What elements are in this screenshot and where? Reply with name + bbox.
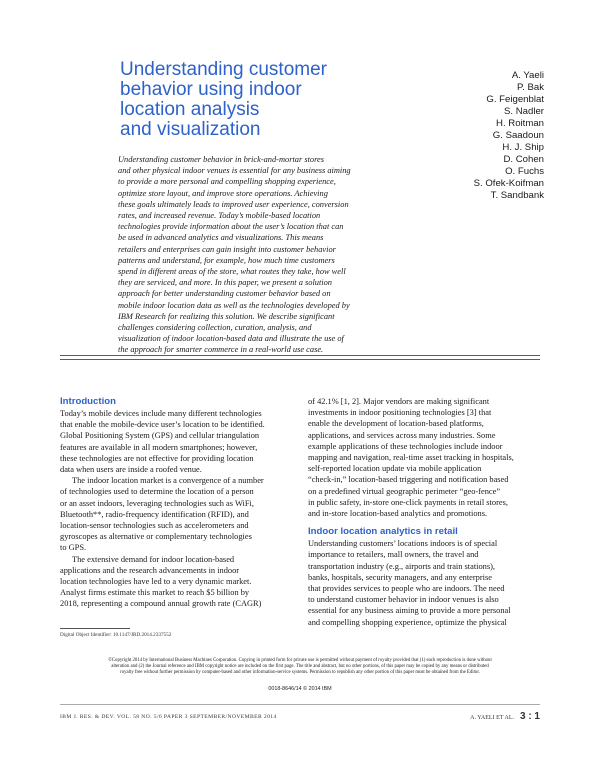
abstract-line: Understanding customer behavior in brick-and-mortar stores [118,155,325,164]
intro-paragraph-2 [60,475,295,553]
paper-title [120,60,380,140]
author-name: H. Roitman [496,118,544,129]
abstract-line: rates, and increased revenue. Today’s mobile-based location [118,211,321,221]
author-name: D. Cohen [503,154,544,165]
abstract-line: optimize store layout, and improve store operations. Achieving [118,188,328,198]
author-name: S. Ofek-Koifman [473,178,544,189]
text-line: location-sensor technologies such as accelerometers and [60,521,249,531]
text-line: Today’s mobile devices include many different technologies [60,409,262,418]
divider-top [60,355,540,356]
text-line: The indoor location market is a convergence of a number [72,476,264,486]
doi: Digital Object Identifier: 10.1147/JRD.2014.2337552 [60,632,172,638]
author-name: G. Feigenblat [486,94,544,105]
abstract-line: challenges considering collection, curation, analysis, and [118,323,312,333]
text-line: on a predefined virtual geographic perimeter “geo-fence” [308,486,501,496]
intro-paragraph-3 [60,554,295,610]
journal-citation: IBM J. RES. & DEV. VOL. 58 NO. 5/6 PAPER 3 SEPTEMBER/NOVEMBER 2014 [60,714,277,720]
text-line: and in-store location-based analytics and promotions. [308,509,488,519]
text-line: transportation industry (e.g., airports and train stations), [308,561,496,571]
section-heading-retail: Indoor location analytics in retail [308,526,458,538]
abstract-line: they are serviced, and more. In this paper, we present a solution [118,278,332,288]
text-line: investments in indoor positioning technologies [3] that [308,408,492,418]
text-line: features are available in all modern smartphones; however, [60,442,258,452]
abstract-line: retailers and enterprises can gain insight into customer behavior [118,244,336,254]
text-line: essential for any business aiming to provide a more personal [308,606,511,616]
title-line: location analysis [120,99,260,120]
text-line: applications, and services across many industries. Some [308,430,496,440]
text-line: that provides services to people who are indoors. The need [308,584,505,594]
title-line: Understanding customer [120,59,327,80]
abstract-line: visualization of indoor location-based data and illustrate the use of [118,334,344,344]
footnote-rule [60,628,130,629]
text-line: The extensive demand for indoor location-based [72,554,235,564]
abstract-line: technologies provide information about the user’s location that can [118,222,344,232]
author-name: O. Fuchs [505,166,544,177]
text-line: or an asset indoors, leveraging technologies such as WiFi, [60,498,254,508]
abstract-line: these goals ultimately leads to improved user experience, conversion [118,199,349,209]
text-line: importance to retailers, mall owners, the travel and [308,550,479,560]
abstract-line: the approach for smarter commerce in a real-world use case. [118,345,324,355]
text-line: and compelling shopping experience, optimize the physical [308,617,507,627]
author-name: G. Saadoun [492,130,544,141]
issn-line: 0018-8646/14 © 2014 IBM [268,686,332,692]
copyright-notice [60,658,540,676]
text-line: Analyst firms estimate this market to reach $5 billion by [60,588,250,598]
text-line: applications and the research advancements in indoor [60,565,240,575]
author-name: A. Yaeli [511,70,544,81]
text-line: Bluetooth**, radio-frequency identification (RFID), and [60,509,249,519]
abstract-line: approach for better understanding customer behavior based on [118,289,331,299]
abstract-line: patterns and understand, for example, how much time customers [118,255,335,265]
text-line: to GPS. [60,543,87,553]
left-column [60,396,295,610]
text-line: of technologies used to determine the location of a person [60,487,254,497]
intro-paragraph-4 [308,396,543,519]
abstract-line: be used in advanced analytics and visualizations. This means [118,233,324,243]
text-line: banks, hospitals, security managers, and any enterprise [308,572,492,582]
divider-bottom [60,359,540,360]
text-line: that enable the mobile-device user’s location to be identified. [60,420,265,430]
title-line: and visualization [120,119,261,140]
author-name: T. Sandbank [490,190,544,201]
text-line: self-reported location update via mobile application [308,464,482,474]
running-footer [470,711,540,722]
abstract-line: spend in different areas of the store, what routes they take, how well [118,267,346,277]
page-number: 3 : 1 [519,711,540,722]
footer-rule [60,704,540,705]
abstract-line: to provide a more personal and compelling shopping experience, [118,177,336,187]
intro-paragraph-1 [60,408,295,475]
text-line: data when users are inside a roofed venue. [60,465,202,475]
author-name: S. Nadler [504,106,544,117]
text-line: of 42.1% [1, 2]. Major vendors are making significant [308,397,490,406]
text-line: example applications of these technologies include indoor [308,441,503,451]
text-line: location technologies have led to a very dynamic market. [60,577,252,587]
section-heading-introduction: Introduction [60,396,116,407]
text-line: gyroscopes as alternative or complementary technologies [60,532,252,542]
text-line: in public safety, in-store one-click payments in retail stores, [308,497,508,507]
copyright-line: ©Copyright 2014 by International Business Machines Corporation. Copying in printed form for private use is permitted without payment of royalty provided that (1) each reproduction is done without [108,658,492,663]
abstract-line: IBM Research for realizing this solution. We describe significant [118,311,335,321]
copyright-line: royalty free without further permission by computer-based and other information-service systems. Permission to republish any other portion of this paper must be obtained from the Editor. [120,670,480,675]
author-list [474,70,544,202]
author-name: P. Bak [516,82,544,93]
text-line: these technologies are not effective for providing location [60,453,254,463]
text-line: mapping and navigation, real-time asset tracking in hospitals, [308,453,514,463]
text-line: “check-in,” location-based triggering and notification based [308,475,509,485]
right-column [308,396,543,628]
text-line: enable the development of location-based platforms, [308,419,484,429]
abstract [118,154,394,356]
abstract-line: mobile indoor location data as well as the technologies developed by [118,300,350,310]
text-line: 2018, representing a compound annual growth rate (CAGR) [60,599,262,609]
retail-paragraph-1 [308,538,543,628]
text-line: Global Positioning System (GPS) and cellular triangulation [60,431,260,441]
running-author: A. YAELI ET AL. [470,715,514,721]
abstract-line: and other physical indoor venues is essential for any business aiming [118,166,351,176]
copyright-line: alteration and (2) the Journal reference and IBM copyright notice are included on the first page. The title and abstract, but no other portions, of this paper may be copied by any means or distributed [111,664,489,669]
title-line: behavior using indoor [120,79,302,100]
text-line: to understand customer behavior in indoor venues is also [308,595,499,605]
text-line: Understanding customers’ locations indoors is of special [308,539,498,549]
author-name: H. J. Ship [502,142,544,153]
